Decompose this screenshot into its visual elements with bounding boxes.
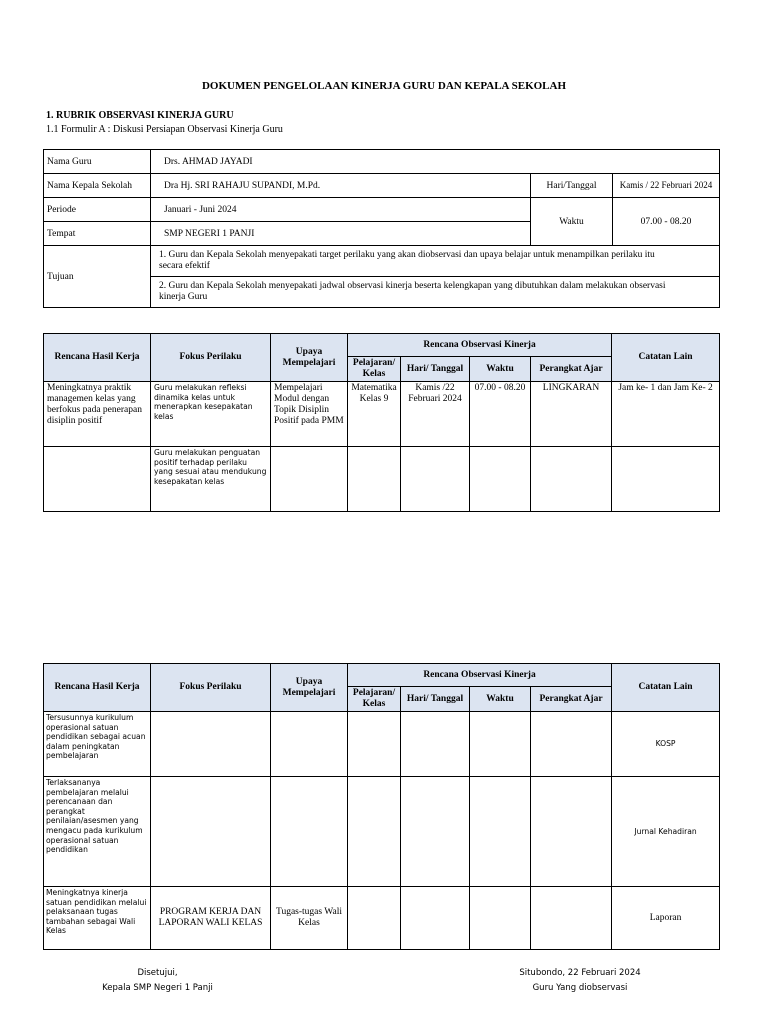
fokus-cell: [151, 712, 271, 777]
info-row-periode: [44, 198, 720, 222]
observation-table-1: [43, 333, 720, 512]
pelajaran-cell: [348, 447, 401, 512]
table2-header-row: [44, 664, 720, 687]
periode-label: Periode: [44, 198, 151, 222]
header-hari-tanggal: Hari/ Tanggal: [401, 687, 470, 712]
hari-cell: [401, 887, 470, 950]
perangkat-cell: [531, 447, 612, 512]
subsection-heading: 1.1 Formulir A : Diskusi Persiapan Observasi Kinerja Guru: [46, 124, 283, 135]
header-hari-tanggal: Hari/ Tanggal: [401, 357, 470, 382]
section-heading: 1. RUBRIK OBSERVASI KINERJA GURU: [46, 110, 234, 121]
header-perangkat-ajar: Perangkat Ajar: [531, 357, 612, 382]
waktu-cell: [470, 887, 531, 950]
table-row: [44, 382, 720, 447]
hari-cell: [401, 447, 470, 512]
header-catatan-lain: Catatan Lain: [612, 334, 720, 382]
fokus-cell: Guru melakukan penguatan positif terhadap perilaku yang sesuai atau mendukung kesepakatan kelas: [151, 447, 271, 512]
tujuan-label: Tujuan: [44, 246, 151, 308]
table-row: [44, 712, 720, 777]
header-rencana-hasil-kerja: Rencana Hasil Kerja: [44, 334, 151, 382]
upaya-cell: [271, 712, 348, 777]
nama-guru-label: Nama Guru: [44, 150, 151, 174]
signature-left-line1: Disetujui,: [137, 968, 178, 978]
pelajaran-cell: [348, 712, 401, 777]
hari-label: Hari/Tanggal: [531, 174, 613, 198]
info-row-kepsek: [44, 174, 720, 198]
catatan-cell: KOSP: [612, 712, 720, 777]
header-fokus-perilaku: Fokus Perilaku: [151, 334, 271, 382]
signature-right-line2: Guru Yang diobservasi: [532, 983, 628, 993]
header-fokus-perilaku: Fokus Perilaku: [151, 664, 271, 712]
catatan-cell: Jurnal Kehadiran: [612, 777, 720, 887]
tempat-label: Tempat: [44, 222, 151, 246]
signature-left-line2: Kepala SMP Negeri 1 Panji: [102, 983, 213, 993]
waktu-cell: [470, 712, 531, 777]
header-pelajaran-kelas: Pelajaran/ Kelas: [348, 357, 401, 382]
header-waktu: Waktu: [470, 687, 531, 712]
tujuan-2: 2. Guru dan Kepala Sekolah menyepakati jadwal observasi kinerja beserta kelengkapan yang dibutuhkan dalam melakukan observasi kinerja Guru: [151, 277, 720, 308]
catatan-cell: [612, 447, 720, 512]
header-pelajaran-kelas: Pelajaran/ Kelas: [348, 687, 401, 712]
signature-left: [70, 966, 245, 996]
table-row: [44, 887, 720, 950]
header-catatan-lain: Catatan Lain: [612, 664, 720, 712]
rhk-cell: Meningkatnya praktik managemen kelas yang berfokus pada penerapan disiplin positif: [44, 382, 151, 447]
catatan-cell: Laporan: [612, 887, 720, 950]
tempat-value: SMP NEGERI 1 PANJI: [151, 222, 531, 246]
rhk-cell: Meningkatnya kinerja satuan pendidikan melalui pelaksanaan tugas tambahan sebagai Wali Kelas: [44, 887, 151, 950]
perangkat-cell: LINGKARAN: [531, 382, 612, 447]
header-rencana-hasil-kerja: Rencana Hasil Kerja: [44, 664, 151, 712]
hari-value: Kamis / 22 Februari 2024: [613, 174, 720, 198]
waktu-cell: [470, 777, 531, 887]
upaya-cell: [271, 777, 348, 887]
rhk-cell: Tersusunnya kurikulum operasional satuan pendidikan sebagai acuan dalam peningkatan pembelajaran: [44, 712, 151, 777]
fokus-cell: Guru melakukan refleksi dinamika kelas untuk menerapkan kesepakatan kelas: [151, 382, 271, 447]
info-row-nama-guru: [44, 150, 720, 174]
kepsek-value: Dra Hj. SRI RAHAJU SUPANDI, M.Pd.: [151, 174, 531, 198]
catatan-cell: Jam ke- 1 dan Jam Ke- 2: [612, 382, 720, 447]
periode-value: Januari - Juni 2024: [151, 198, 531, 222]
fokus-cell: [151, 777, 271, 887]
signature-right: [490, 966, 670, 996]
table-row: [44, 447, 720, 512]
hari-cell: Kamis /22 Februari 2024: [401, 382, 470, 447]
rhk-cell: Terlaksananya pembelajaran melalui perencanaan dan perangkat penilaian/asesmen yang mengacu pada kurikulum operasional satuan pendidikan: [44, 777, 151, 887]
info-table: [43, 149, 720, 308]
waktu-label: Waktu: [531, 198, 613, 246]
upaya-cell: Tugas-tugas Wali Kelas: [271, 887, 348, 950]
fokus-cell: PROGRAM KERJA DAN LAPORAN WALI KELAS: [151, 887, 271, 950]
tujuan-1: 1. Guru dan Kepala Sekolah menyepakati target perilaku yang akan diobservasi dan upaya belajar untuk menampilkan perilaku itu secara efektif: [151, 246, 720, 277]
pelajaran-cell: [348, 777, 401, 887]
header-rencana-observasi: Rencana Observasi Kinerja: [348, 334, 612, 357]
signature-right-line1: Situbondo, 22 Februari 2024: [519, 968, 641, 978]
header-upaya-mempelajari: Upaya Mempelajari: [271, 334, 348, 382]
header-waktu: Waktu: [470, 357, 531, 382]
kepsek-label: Nama Kepala Sekolah: [44, 174, 151, 198]
perangkat-cell: [531, 712, 612, 777]
waktu-cell: [470, 447, 531, 512]
hari-cell: [401, 712, 470, 777]
rhk-cell: [44, 447, 151, 512]
table1-header-row: [44, 334, 720, 357]
pelajaran-cell: Matematika Kelas 9: [348, 382, 401, 447]
hari-cell: [401, 777, 470, 887]
header-rencana-observasi: Rencana Observasi Kinerja: [348, 664, 612, 687]
header-perangkat-ajar: Perangkat Ajar: [531, 687, 612, 712]
perangkat-cell: [531, 887, 612, 950]
waktu-value: 07.00 - 08.20: [613, 198, 720, 246]
nama-guru-value: Drs. AHMAD JAYADI: [151, 150, 720, 174]
header-upaya-mempelajari: Upaya Mempelajari: [271, 664, 348, 712]
waktu-cell: 07.00 - 08.20: [470, 382, 531, 447]
upaya-cell: Mempelajari Modul dengan Topik Disiplin Positif pada PMM: [271, 382, 348, 447]
info-row-tujuan-1: [44, 246, 720, 277]
document-title: DOKUMEN PENGELOLAAN KINERJA GURU DAN KEPALA SEKOLAH: [201, 80, 567, 92]
table-row: [44, 777, 720, 887]
perangkat-cell: [531, 777, 612, 887]
observation-table-2: [43, 663, 720, 950]
pelajaran-cell: [348, 887, 401, 950]
upaya-cell: [271, 447, 348, 512]
